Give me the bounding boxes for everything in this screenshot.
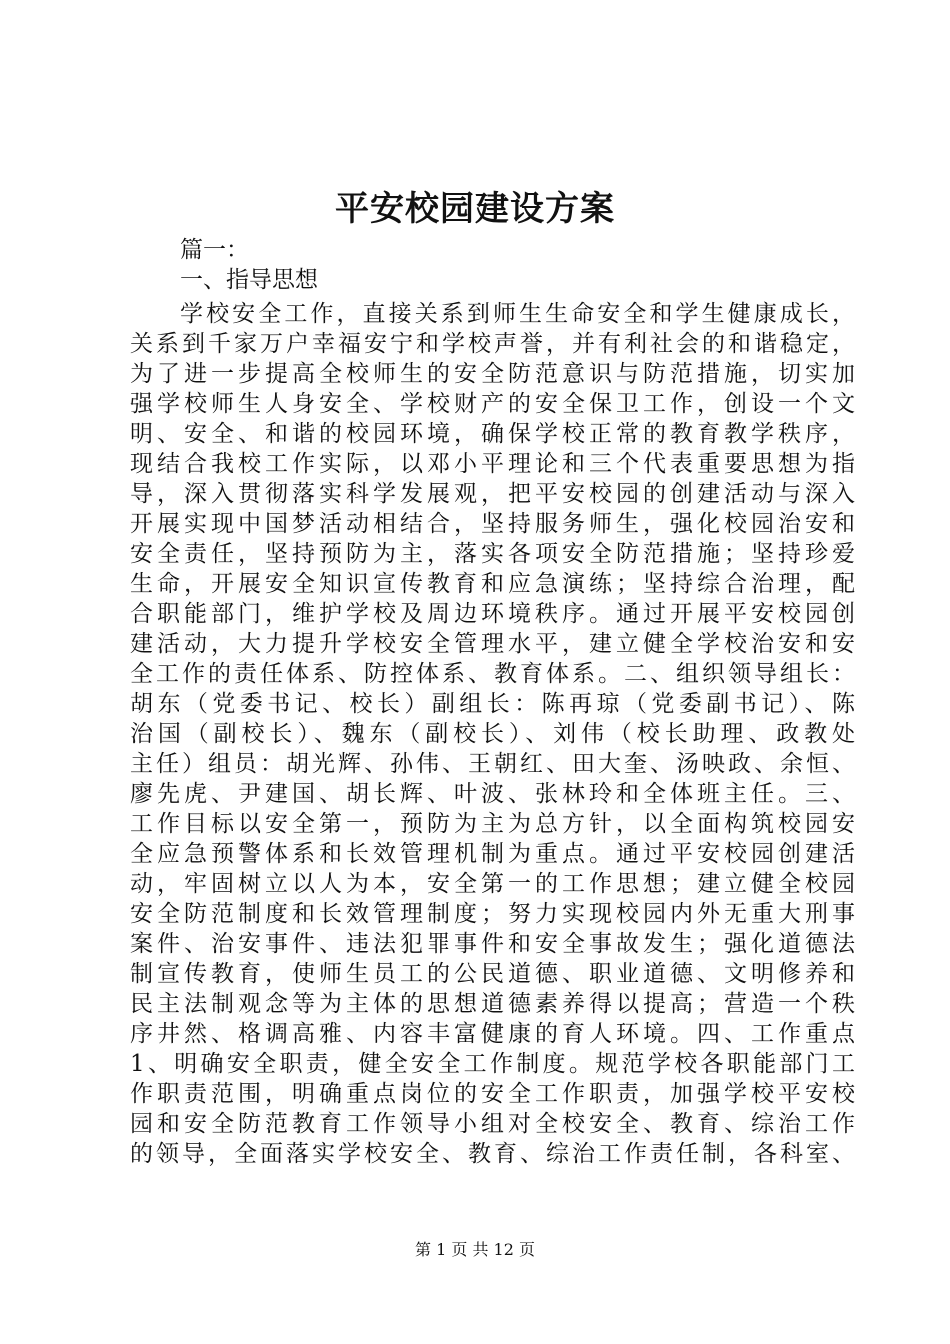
paragraph-line: 建活动，大力提升学校安全管理水平，建立健全学校治安和安 [130,631,855,657]
paragraph-line: 民主法制观念等为主体的思想道德素养得以提高；营造一个秩 [130,991,855,1017]
paragraph-line: 1、明确安全职责，健全安全工作制度。规范学校各职能部门工 [130,1051,855,1077]
paragraph-line: 开展实现中国梦活动相结合，坚持服务师生，强化校园治安和 [130,511,855,537]
paragraph-line: 作职责范围，明确重点岗位的安全工作职责，加强学校平安校 [130,1081,855,1107]
paragraph-line: 的领导，全面落实学校安全、教育、综治工作责任制，各科室、 [130,1141,855,1167]
paragraph-line: 全应急预警体系和长效管理机制为重点。通过平安校园创建活 [130,841,855,867]
paragraph-line: 动，牢固树立以人为本，安全第一的工作思想；建立健全校园 [130,871,855,897]
paragraph-line: 工作目标以安全第一，预防为主为总方针，以全面构筑校园安 [130,811,855,837]
paragraph-line: 廖先虎、尹建国、胡长辉、叶波、张林玲和全体班主任。三、 [130,781,855,807]
paragraph-line: 安全责任，坚持预防为主，落实各项安全防范措施；坚持珍爱 [130,541,855,567]
paragraph-line: 治国（副校长）、魏东（副校长）、刘伟（校长助理、政教处 [130,721,855,747]
paragraph-line: 现结合我校工作实际，以邓小平理论和三个代表重要思想为指 [130,451,855,477]
paragraph-line: 关系到千家万户幸福安宁和学校声誉，并有利社会的和谐稳定， [130,331,855,357]
paragraph-line: 序井然、格调高雅、内容丰富健康的育人环境。四、工作重点 [130,1021,855,1047]
paragraph-line: 园和安全防范教育工作领导小组对全校安全、教育、综治工作 [130,1111,855,1137]
document-title: 平安校园建设方案 [335,189,615,229]
paragraph-line: 全工作的责任体系、防控体系、教育体系。二、组织领导组长： [130,661,855,687]
paragraph-line: 安全防范制度和长效管理制度；努力实现校园内外无重大刑事 [130,901,855,927]
paragraph-line: 合职能部门，维护学校及周边环境秩序。通过开展平安校园创 [130,601,855,627]
paragraph-line: 明、安全、和谐的校园环境，确保学校正常的教育教学秩序， [130,421,855,447]
section-heading: 一、指导思想 [180,267,318,293]
paragraph-line: 导，深入贯彻落实科学发展观，把平安校园的创建活动与深入 [130,481,855,507]
paragraph-line: 学校安全工作，直接关系到师生生命安全和学生健康成长， [180,301,855,327]
page-number: 第 1 页 共 12 页 [415,1240,535,1259]
paragraph-line: 强学校师生人身安全、学校财产的安全保卫工作，创设一个文 [130,391,855,417]
paragraph-line: 为了进一步提高全校师生的安全防范意识与防范措施，切实加 [130,361,855,387]
paragraph-line: 制宣传教育，使师生员工的公民道德、职业道德、文明修养和 [130,961,855,987]
paragraph-line: 生命，开展安全知识宣传教育和应急演练；坚持综合治理，配 [130,571,855,597]
paragraph-line: 胡东（党委书记、校长）副组长：陈再琼（党委副书记）、陈 [130,691,855,717]
paragraph-line: 主任）组员：胡光辉、孙伟、王朝红、田大奎、汤映政、余恒、 [130,751,855,777]
section-label: 篇一： [180,237,249,263]
paragraph-line: 案件、治安事件、违法犯罪事件和安全事故发生；强化道德法 [130,931,855,957]
